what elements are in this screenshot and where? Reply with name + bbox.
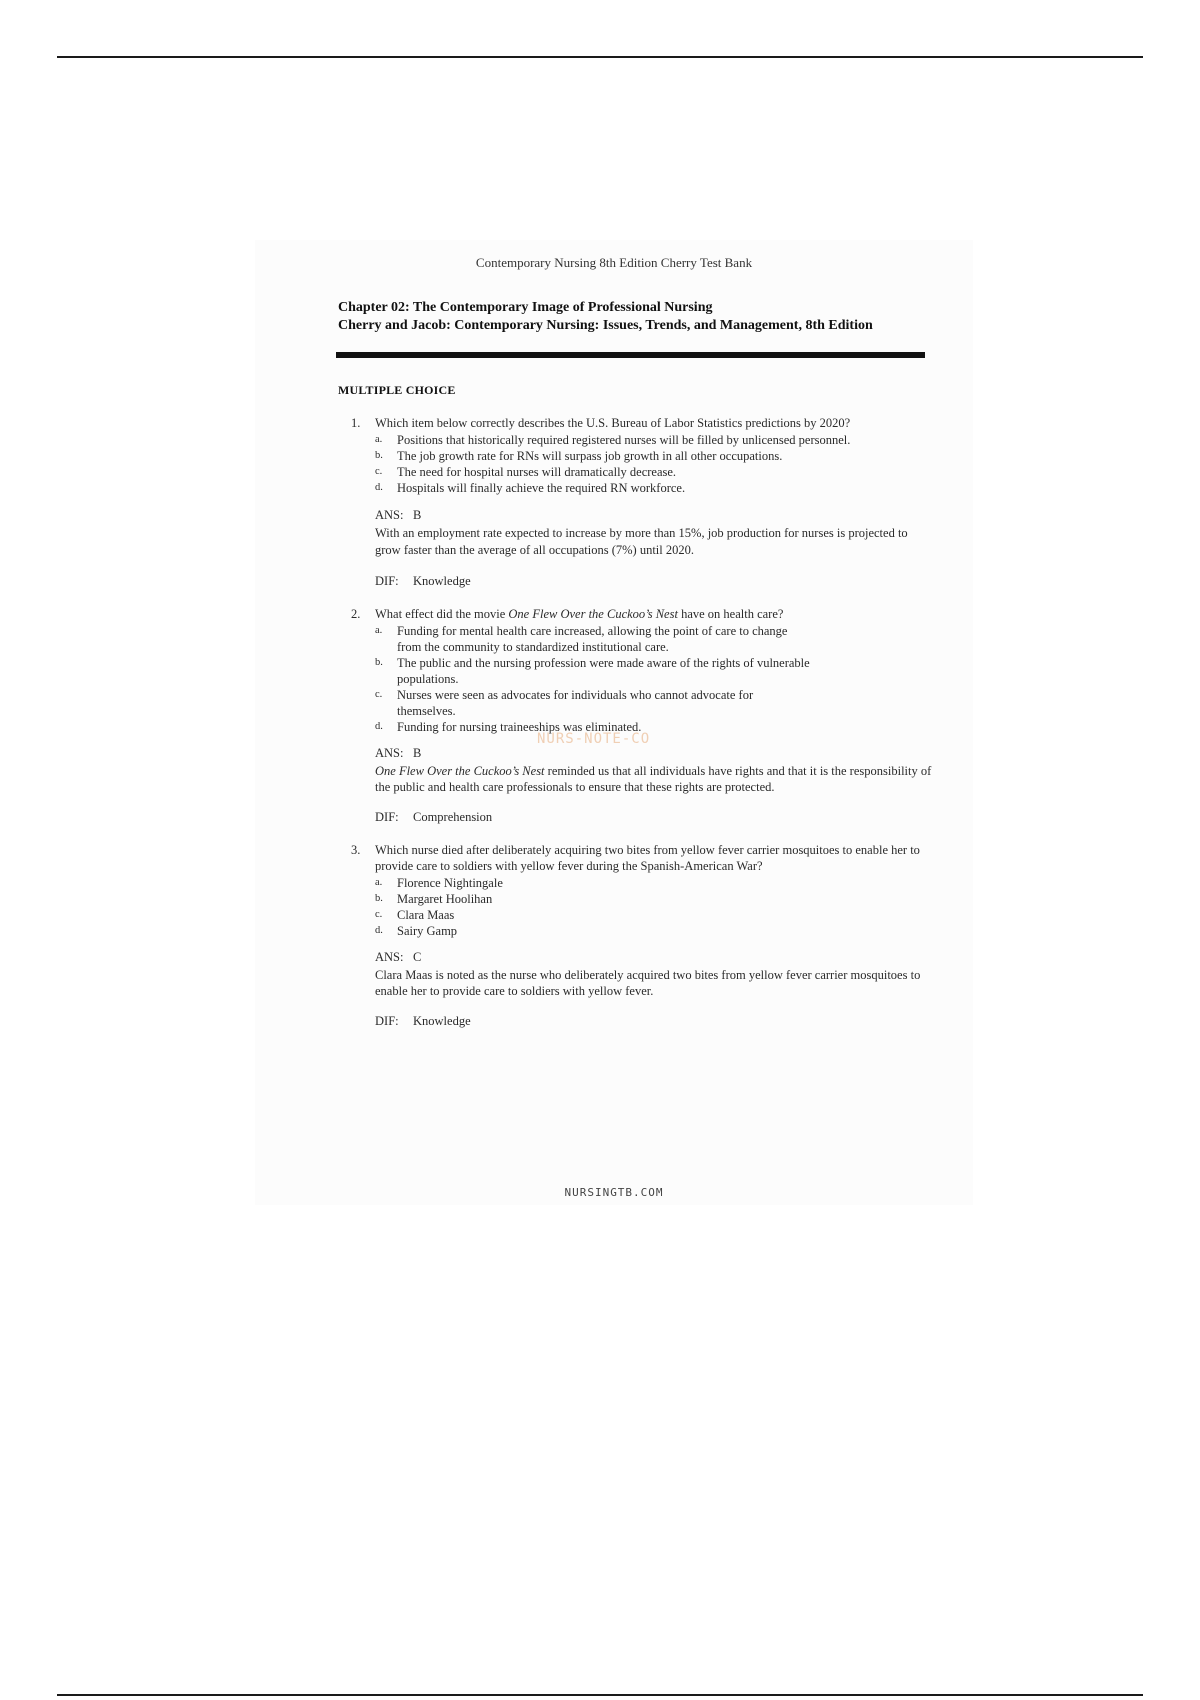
choice-letter: c. bbox=[375, 909, 383, 920]
choice-b bbox=[375, 655, 872, 687]
question-number: 1. bbox=[351, 416, 361, 430]
page-footer: NURSINGTB.COM bbox=[564, 1186, 664, 1199]
difficulty-value: Comprehension bbox=[413, 810, 493, 824]
choice-letter: b. bbox=[375, 450, 383, 461]
stem-text: What effect did the movie bbox=[375, 607, 509, 621]
rationale: Clara Maas is noted as the nurse who deliberately acquired two bites from yellow fever carrier mosquitoes to enable her to provide care to soldiers with yellow fever. bbox=[375, 968, 921, 998]
choice-letter: c. bbox=[375, 689, 383, 700]
question-1 bbox=[351, 415, 936, 589]
choice-c bbox=[375, 687, 807, 719]
difficulty-label: DIF: bbox=[375, 1014, 399, 1028]
page-header: Contemporary Nursing 8th Edition Cherry Test Bank bbox=[475, 255, 753, 270]
choice-text: Funding for nursing traineeships was eliminated. bbox=[397, 720, 642, 734]
question-number: 3. bbox=[351, 843, 361, 857]
choice-text: Positions that historically required registered nurses will be filled by unlicensed personnel. bbox=[397, 433, 851, 447]
difficulty-line bbox=[375, 809, 936, 825]
choice-list bbox=[375, 875, 936, 939]
question-3 bbox=[351, 842, 936, 1029]
question-number: 2. bbox=[351, 607, 361, 621]
choice-b bbox=[375, 891, 936, 907]
difficulty-label: DIF: bbox=[375, 810, 399, 824]
rationale: With an employment rate expected to increase by more than 15%, job production for nurses is projected to grow faster than the average of all occupations (7%) until 2020. bbox=[375, 526, 908, 557]
bottom-rule bbox=[57, 1694, 1143, 1696]
choice-a bbox=[375, 875, 936, 891]
choice-b bbox=[375, 448, 857, 464]
chapter-title: Chapter 02: The Contemporary Image of Professional Nursing bbox=[338, 300, 713, 315]
choice-text: Nurses were seen as advocates for individuals who cannot advocate for themselves. bbox=[397, 688, 754, 718]
answer-line bbox=[375, 949, 936, 965]
question-stem: Which item below correctly describes the U.S. Bureau of Labor Statistics predictions by 2020? bbox=[375, 416, 851, 430]
choice-text: The job growth rate for RNs will surpass job growth in all other occupations. bbox=[397, 449, 783, 463]
question-2 bbox=[351, 606, 936, 825]
choice-text: The public and the nursing profession were made aware of the rights of vulnerable populations. bbox=[397, 656, 810, 686]
answer-value: B bbox=[413, 508, 422, 522]
movie-title: One Flew Over the Cuckoo’s Nest bbox=[508, 607, 678, 621]
title-block bbox=[338, 299, 928, 335]
choice-list bbox=[375, 432, 936, 496]
difficulty-value: Knowledge bbox=[413, 574, 471, 588]
answer-line bbox=[375, 507, 936, 523]
difficulty-line bbox=[375, 1013, 936, 1029]
choice-letter: d. bbox=[375, 721, 383, 732]
choice-c bbox=[375, 907, 936, 923]
stem-text: have on health care? bbox=[677, 607, 784, 621]
title-divider bbox=[336, 352, 925, 358]
answer-label: ANS: bbox=[375, 508, 404, 522]
choice-letter: a. bbox=[375, 877, 383, 888]
choice-a bbox=[375, 623, 807, 655]
choice-letter: a. bbox=[375, 434, 383, 445]
rationale-text: reminded us that all individuals have rights and that it is the responsibility of the public and health care professionals to ensure that these rights are protected. bbox=[375, 764, 932, 794]
answer-label: ANS: bbox=[375, 746, 404, 760]
question-list bbox=[351, 415, 936, 1036]
choice-d bbox=[375, 480, 857, 496]
question-stem bbox=[375, 606, 936, 622]
top-rule bbox=[57, 56, 1143, 58]
choice-text: Funding for mental health care increased, allowing the point of care to change from the community to standardized institutional care. bbox=[397, 624, 788, 654]
choice-text: The need for hospital nurses will dramatically decrease. bbox=[397, 465, 677, 479]
section-heading: MULTIPLE CHOICE bbox=[338, 383, 456, 397]
movie-title: One Flew Over the Cuckoo’s Nest bbox=[375, 764, 545, 778]
choice-text: Clara Maas bbox=[397, 908, 455, 922]
difficulty-value: Knowledge bbox=[413, 1014, 471, 1028]
book-title: Cherry and Jacob: Contemporary Nursing: Issues, Trends, and Management, 8th Edition bbox=[338, 318, 873, 333]
choice-letter: c. bbox=[375, 466, 383, 477]
question-stem: Which nurse died after deliberately acquiring two bites from yellow fever carrier mosquitoes to enable her to provide care to soldiers with yellow fever during the Spanish-American War? bbox=[375, 843, 920, 873]
choice-a bbox=[375, 432, 872, 448]
choice-letter: b. bbox=[375, 657, 383, 668]
choice-letter: b. bbox=[375, 893, 383, 904]
choice-d bbox=[375, 923, 936, 939]
choice-text: Margaret Hoolihan bbox=[397, 892, 493, 906]
answer-value: B bbox=[413, 746, 422, 760]
watermark: NURS-NOTE-CO bbox=[537, 731, 651, 747]
document-page bbox=[255, 240, 973, 1205]
rationale bbox=[375, 763, 936, 795]
choice-list bbox=[375, 623, 936, 735]
answer-label: ANS: bbox=[375, 950, 404, 964]
choice-letter: d. bbox=[375, 925, 383, 936]
answer-value: C bbox=[413, 950, 422, 964]
difficulty-line bbox=[375, 573, 936, 589]
choice-letter: d. bbox=[375, 482, 383, 493]
choice-letter: a. bbox=[375, 625, 383, 636]
choice-c bbox=[375, 464, 857, 480]
choice-text: Hospitals will finally achieve the required RN workforce. bbox=[397, 481, 686, 495]
choice-text: Florence Nightingale bbox=[397, 876, 503, 890]
difficulty-label: DIF: bbox=[375, 574, 399, 588]
choice-text: Sairy Gamp bbox=[397, 924, 458, 938]
answer-line bbox=[375, 745, 936, 761]
